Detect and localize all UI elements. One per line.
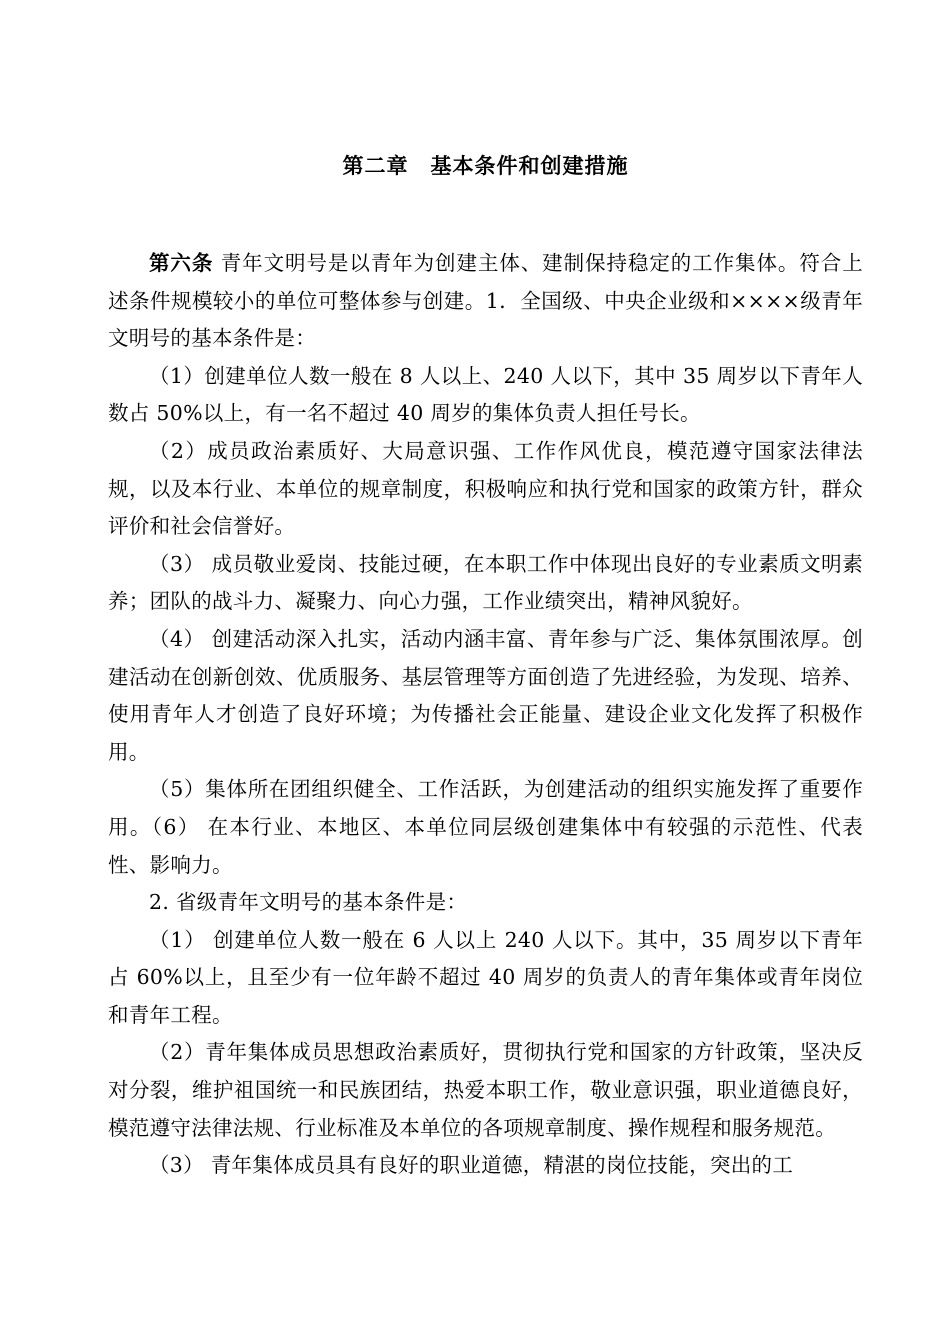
paragraph: （2）成员政治素质好、大局意识强、工作作风优良，模范遵守国家法律法规，以及本行业、本单位的规章制度，积极响应和执行党和国家的政策方针，群众评价和社会信誉好。 [108,438,863,539]
paragraph: （3） 成员敬业爱岗、技能过硬，在本职工作中体现出良好的专业素质文明素养；团队的战斗力、凝聚力、向心力强，工作业绩突出，精神风貌好。 [108,551,863,614]
article-number: 第六条 [149,251,214,275]
document-body [108,245,863,1185]
paragraph: 2. 省级青年文明号的基本条件是： [149,890,468,915]
paragraph: （3） 青年集体成员具有良好的职业道德，精湛的岗位技能，突出的工 [149,1153,794,1178]
paragraph: （5）集体所在团组织健全、工作活跃，为创建活动的组织实施发挥了重要作用。（6） 在本行业、本地区、本单位同层级创建集体中有较强的示范性、代表性、影响力。 [108,777,863,877]
paragraph: （4） 创建活动深入扎实，活动内涵丰富、青年参与广泛、集体氛围浓厚。创建活动在创新创效、优质服务、基层管理等方面创造了先进经验，为发现、培养、使用青年人才创造了良好环境；为传播社会正能量、建设企业文化发挥了积极作用。 [108,626,863,764]
paragraph: （1） 创建单位人数一般在 6 人以上 240 人以下。其中，35 周岁以下青年占 60%以上，且至少有一位年龄不超过 40 周岁的负责人的青年集体或青年岗位和青年工程。 [108,927,863,1027]
chapter-title: 第二章 基本条件和创建措施 [342,153,629,178]
article-paragraph [108,245,863,358]
paragraph: （1）创建单位人数一般在 8 人以上、240 人以下，其中 35 周岁以下青年人数占 50%以上，有一名不超过 40 周岁的集体负责人担任号长。 [108,363,863,426]
paragraph: （2）青年集体成员思想政治素质好，贯彻执行党和国家的方针政策，坚决反对分裂，维护祖国统一和民族团结，热爱本职工作，敬业意识强，职业道德良好，模范遵守法律法规、行业标准及本单位的各项规章制度、操作规程和服务规范。 [108,1040,863,1140]
paragraph-text: 青年文明号是以青年为创建主体、建制保持稳定的工作集体。符合上述条件规模较小的单位可整体参与创建。1．全国级、中央企业级和××××级青年文明号的基本条件是： [108,251,863,351]
